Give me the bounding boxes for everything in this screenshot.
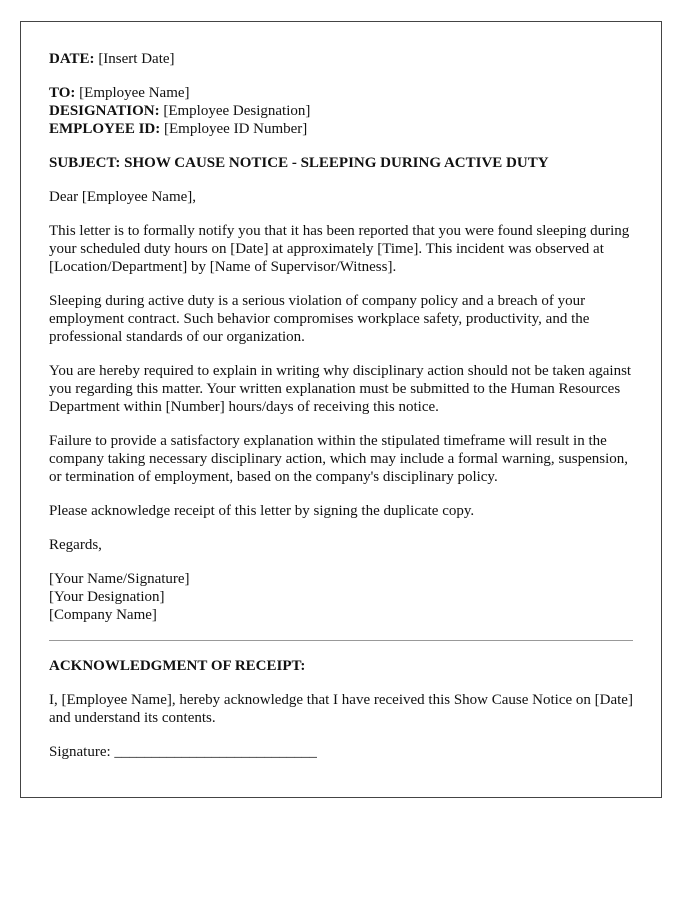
body-paragraph: You are hereby required to explain in writing why disciplinary action should not be taken against you regarding this matter. Your written explanation must be submitted to the Human Resources Department within [Number] hours/days of receiving this notice. <box>49 363 632 415</box>
date-line: DATE: [Insert Date] <box>49 51 175 67</box>
salutation: Dear [Employee Name], <box>49 189 197 205</box>
signature-line: Signature: ___________________________ <box>49 744 317 760</box>
divider <box>49 640 633 641</box>
subject-line: SUBJECT: SHOW CAUSE NOTICE - SLEEPING DURING ACTIVE DUTY <box>49 155 549 171</box>
acknowledgment-text: I, [Employee Name], hereby acknowledge that I have received this Show Cause Notice on [Date] and understand its contents. <box>49 692 633 726</box>
acknowledgment-heading: ACKNOWLEDGMENT OF RECEIPT: <box>49 658 306 674</box>
sender-block: [Your Name/Signature] [Your Designation] [Company Name] <box>49 571 190 623</box>
closing: Regards, <box>49 537 102 553</box>
body-paragraph: Failure to provide a satisfactory explanation within the stipulated timeframe will result in the company taking necessary disciplinary action, which may include a formal warning, suspension, or termination of employment, based on the company's disciplinary policy. <box>49 433 629 485</box>
body-paragraph: Sleeping during active duty is a serious violation of company policy and a breach of your employment contract. Such behavior compromises workplace safety, productivity, and the professional standards of our organization. <box>49 293 590 345</box>
body-paragraph: Please acknowledge receipt of this letter by signing the duplicate copy. <box>49 503 475 519</box>
show-cause-letter <box>20 21 662 798</box>
recipient-block: TO: [Employee Name] DESIGNATION: [Employee Designation] EMPLOYEE ID: [Employee ID Number] <box>49 85 311 137</box>
body-paragraph: This letter is to formally notify you that it has been reported that you were found sleeping during your scheduled duty hours on [Date] at approximately [Time]. This incident was observed at [Location/Department] by [Name of Supervisor/Witness]. <box>49 223 630 275</box>
